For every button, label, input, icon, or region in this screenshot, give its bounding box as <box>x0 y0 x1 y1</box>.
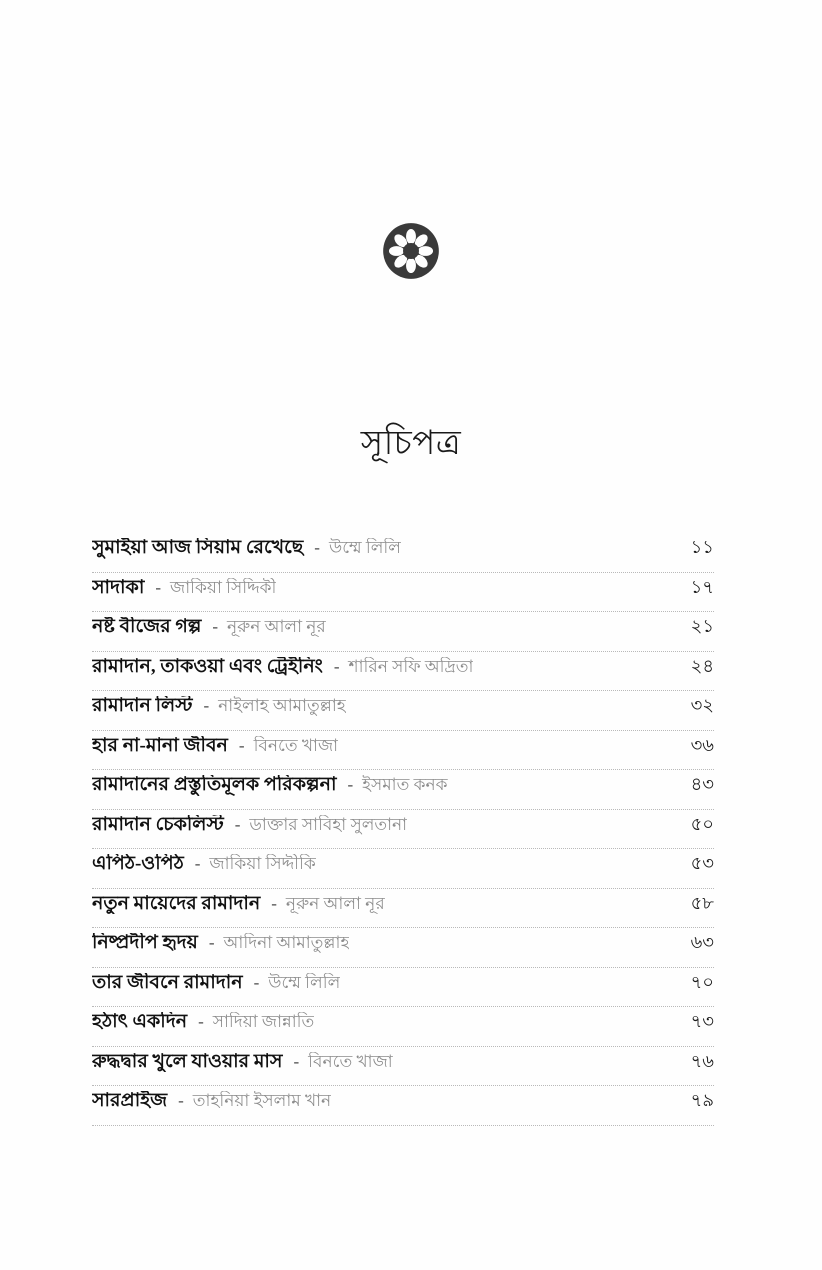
toc-entry <box>92 617 326 638</box>
toc-entry-author: উম্মে লিলি <box>268 972 341 992</box>
toc-entry-title: রামাদান লিস্ট <box>92 696 193 716</box>
toc-entry-title: নষ্ট বীজের গল্প <box>92 617 202 637</box>
toc-entry-title: রুদ্ধদ্বার খুলে যাওয়ার মাস <box>92 1051 283 1072</box>
toc-entry-title: এপিঠ-ওপিঠ <box>92 854 184 874</box>
toc-entry <box>92 538 401 559</box>
toc-row[interactable] <box>92 652 714 692</box>
toc-row[interactable] <box>92 1047 714 1087</box>
toc-entry-separator-dash: - <box>234 814 241 834</box>
toc-row[interactable] <box>92 691 714 731</box>
toc-entry <box>92 854 316 875</box>
toc-row[interactable] <box>92 612 714 652</box>
toc-entry-title: হঠাৎ একদিন <box>92 1012 188 1032</box>
toc-entry-author: নাইলাহ আমাতুল্লাহ <box>218 696 346 715</box>
toc-row[interactable] <box>92 849 714 889</box>
toc-entry-title: সাদাকা <box>92 577 145 598</box>
toc-entry-author: উম্মে লিলি <box>328 538 401 557</box>
ornament-container <box>0 222 822 280</box>
toc-entry-page-number: ৫৮ <box>690 892 714 913</box>
toc-entry-page-number: ৩২ <box>690 695 714 715</box>
toc-entry-author: জাকিয়া সিদ্দিকী <box>170 577 277 597</box>
toc-entry-separator-dash: - <box>178 1091 184 1110</box>
toc-entry-page-number: ১১ <box>690 537 714 557</box>
toc-entry-separator-dash: - <box>253 972 260 992</box>
toc-row[interactable] <box>92 533 714 573</box>
toc-row[interactable] <box>92 573 714 613</box>
toc-entry <box>92 578 276 599</box>
toc-entry-title: রামাদান চেকলিস্ট <box>92 814 224 835</box>
toc-entry <box>92 1052 393 1073</box>
toc-entry <box>92 894 385 915</box>
toc-entry-page-number: ৪৩ <box>690 774 714 794</box>
toc-entry-page-number: ৭০ <box>690 971 714 992</box>
toc-entry-separator-dash: - <box>314 538 320 557</box>
toc-entry-title: সারপ্রাইজ <box>92 1091 168 1111</box>
toc-entry-author: জাকিয়া সিদ্দীকি <box>209 854 316 873</box>
toc-entry <box>92 736 338 757</box>
toc-entry-page-number: ৫০ <box>690 813 714 834</box>
toc-entry-author: শারিন সফি অদ্রিতা <box>348 656 474 676</box>
toc-entry-author: ইসমাত কনক <box>362 775 448 794</box>
toc-row[interactable] <box>92 810 714 850</box>
toc-entry-separator-dash: - <box>212 617 219 636</box>
toc-entry-separator-dash: - <box>203 696 210 715</box>
toc-row[interactable] <box>92 770 714 810</box>
toc-entry-author: বিনতে খাজা <box>308 1051 393 1071</box>
toc-entry-author: ডাক্তার সাবিহা সুলতানা <box>249 814 408 834</box>
toc-entry-page-number: ২১ <box>690 616 714 636</box>
toc-row[interactable] <box>92 731 714 771</box>
toc-entry-page-number: ১৭ <box>690 576 714 597</box>
toc-entry-author: আদিনা আমাতুল্লাহ <box>223 933 350 952</box>
toc-row[interactable] <box>92 968 714 1008</box>
toc-entry-page-number: ৭৩ <box>690 1011 714 1031</box>
toc-entry <box>92 696 346 717</box>
rosette-wheel-ornament <box>382 222 440 280</box>
toc-entry-title: নিষ্প্রদীপ হৃদয় <box>92 933 198 953</box>
toc-entry <box>92 933 349 954</box>
toc-entry-author: তাহনিয়া ইসলাম খান <box>192 1091 332 1110</box>
toc-entry-separator-dash: - <box>208 933 215 952</box>
toc-entry-author: বিনতে খাজা <box>253 735 339 755</box>
toc-entry-page-number: ৫৩ <box>690 853 714 873</box>
toc-entry-title: রামাদান, তাকওয়া এবং ট্রেইনিং <box>92 656 323 677</box>
toc-entry <box>92 1091 331 1112</box>
toc-row[interactable] <box>92 889 714 929</box>
toc-entry <box>92 815 407 836</box>
toc-entry-page-number: ৬৩ <box>690 932 714 952</box>
toc-entry-separator-dash: - <box>271 893 277 913</box>
toc-entry-separator-dash: - <box>194 854 201 873</box>
toc-entry-title: নতুন মায়েদের রামাদান <box>92 893 261 914</box>
toc-entry-separator-dash: - <box>293 1051 300 1071</box>
toc-entry <box>92 1012 314 1033</box>
toc-entry-author: নূরুন আলা নূর <box>285 893 385 913</box>
toc-entry <box>92 973 340 994</box>
toc-entry-page-number: ৭৯ <box>690 1090 714 1110</box>
toc-entry-author: সাদিয়া জান্নাতি <box>212 1012 315 1031</box>
toc-entry-separator-dash: - <box>198 1012 204 1031</box>
toc-entry-title: রামাদানের প্রস্তুতিমূলক পরিকল্পনা <box>92 775 337 795</box>
toc-entry-page-number: ৭৬ <box>690 1050 714 1071</box>
toc-entry-page-number: ২৪ <box>690 655 714 676</box>
toc-entry-separator-dash: - <box>155 577 162 597</box>
toc-entry <box>92 657 473 678</box>
toc-entry <box>92 775 448 796</box>
toc-entry-separator-dash: - <box>347 775 354 794</box>
toc-entry-separator-dash: - <box>238 735 245 755</box>
toc-list <box>92 533 714 1126</box>
toc-entry-title: তার জীবনে রামাদান <box>92 972 243 993</box>
toc-entry-author: নূরুন আলা নূর <box>227 617 326 636</box>
toc-entry-title: হার না-মানা জীবন <box>92 735 228 756</box>
toc-entry-page-number: ৩৬ <box>690 734 714 755</box>
toc-entry-separator-dash: - <box>333 656 340 676</box>
toc-row[interactable] <box>92 1007 714 1047</box>
toc-row[interactable] <box>92 1086 714 1126</box>
page-title: সূচিপত্র <box>360 425 462 462</box>
toc-entry-title: সুমাইয়া আজ সিয়াম রেখেছে <box>92 538 304 558</box>
toc-row[interactable] <box>92 928 714 968</box>
